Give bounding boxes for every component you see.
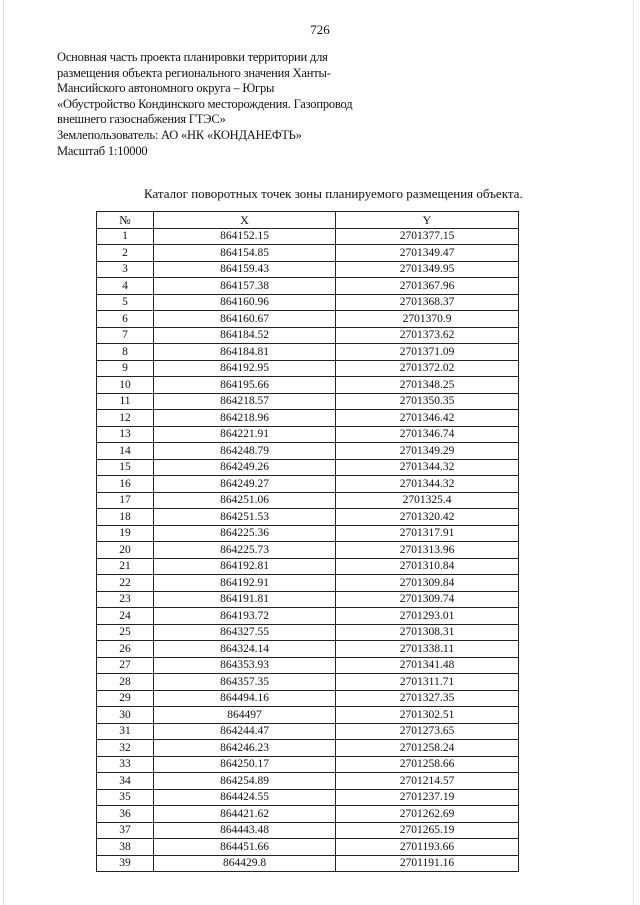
cell-y: 2701346.74 [336, 426, 519, 443]
cell-y: 2701348.25 [336, 377, 519, 394]
header-line-project: размещения объекта регионального значения Ханты- [57, 65, 331, 80]
cell-x: 864192.95 [154, 360, 336, 377]
header-line-project: «Обустройство Кондинского месторождения. Газопровод [57, 96, 353, 111]
table-row [97, 657, 519, 674]
column-header-number: № [97, 212, 154, 229]
cell-y: 2701311.71 [336, 674, 519, 691]
cell-y: 2701237.19 [336, 789, 519, 806]
table-row [97, 294, 519, 311]
table-row [97, 443, 519, 460]
cell-y: 2701346.42 [336, 410, 519, 427]
cell-x: 864353.93 [154, 657, 336, 674]
table-row [97, 789, 519, 806]
cell-y: 2701350.35 [336, 393, 519, 410]
cell-y: 2701193.66 [336, 839, 519, 856]
cell-number: 21 [97, 558, 154, 575]
cell-y: 2701344.32 [336, 459, 519, 476]
table-row [97, 806, 519, 823]
cell-number: 13 [97, 426, 154, 443]
cell-x: 864429.8 [154, 855, 336, 872]
table-row [97, 278, 519, 295]
cell-y: 2701310.84 [336, 558, 519, 575]
table-row [97, 707, 519, 724]
cell-y: 2701367.96 [336, 278, 519, 295]
table-row [97, 459, 519, 476]
table-row [97, 558, 519, 575]
cell-x: 864184.52 [154, 327, 336, 344]
cell-number: 1 [97, 228, 154, 245]
table-row [97, 311, 519, 328]
table-row [97, 327, 519, 344]
cell-number: 18 [97, 509, 154, 526]
table-body [97, 228, 519, 872]
cell-x: 864357.35 [154, 674, 336, 691]
cell-number: 39 [97, 855, 154, 872]
table-row [97, 855, 519, 872]
catalog-title: Каталог поворотных точек зоны планируемого размещения объекта. [144, 186, 523, 201]
cell-x: 864246.23 [154, 740, 336, 757]
cell-x: 864443.48 [154, 822, 336, 839]
cell-y: 2701341.48 [336, 657, 519, 674]
table-row [97, 542, 519, 559]
cell-number: 5 [97, 294, 154, 311]
cell-x: 864248.79 [154, 443, 336, 460]
cell-x: 864192.81 [154, 558, 336, 575]
table-row [97, 410, 519, 427]
table-row [97, 344, 519, 361]
cell-x: 864195.66 [154, 377, 336, 394]
cell-x: 864218.57 [154, 393, 336, 410]
cell-y: 2701317.91 [336, 525, 519, 542]
cell-number: 34 [97, 773, 154, 790]
cell-y: 2701372.02 [336, 360, 519, 377]
table-row [97, 740, 519, 757]
cell-y: 2701320.42 [336, 509, 519, 526]
cell-number: 12 [97, 410, 154, 427]
cell-y: 2701309.74 [336, 591, 519, 608]
cell-number: 3 [97, 261, 154, 278]
cell-y: 2701327.35 [336, 690, 519, 707]
table-row [97, 393, 519, 410]
cell-x: 864254.89 [154, 773, 336, 790]
cell-x: 864327.55 [154, 624, 336, 641]
cell-number: 7 [97, 327, 154, 344]
cell-x: 864497 [154, 707, 336, 724]
cell-number: 16 [97, 476, 154, 493]
table-row [97, 525, 519, 542]
cell-y: 2701191.16 [336, 855, 519, 872]
scan-edge-left [3, 0, 4, 905]
page-number: 726 [310, 22, 330, 37]
cell-x: 864250.17 [154, 756, 336, 773]
header-line-project: Основная часть проекта планировки территории для [57, 50, 328, 64]
cell-x: 864225.36 [154, 525, 336, 542]
cell-y: 2701338.11 [336, 641, 519, 658]
cell-number: 25 [97, 624, 154, 641]
cell-number: 27 [97, 657, 154, 674]
cell-x: 864184.81 [154, 344, 336, 361]
table-row [97, 261, 519, 278]
cell-y: 2701344.32 [336, 476, 519, 493]
cell-number: 23 [97, 591, 154, 608]
coordinates-table [96, 211, 519, 872]
cell-number: 9 [97, 360, 154, 377]
cell-x: 864160.67 [154, 311, 336, 328]
cell-number: 31 [97, 723, 154, 740]
cell-number: 19 [97, 525, 154, 542]
cell-x: 864193.72 [154, 608, 336, 625]
cell-number: 28 [97, 674, 154, 691]
cell-x: 864324.14 [154, 641, 336, 658]
cell-x: 864244.47 [154, 723, 336, 740]
cell-y: 2701258.66 [336, 756, 519, 773]
cell-number: 2 [97, 245, 154, 262]
cell-number: 38 [97, 839, 154, 856]
cell-number: 15 [97, 459, 154, 476]
table-row [97, 773, 519, 790]
cell-y: 2701368.37 [336, 294, 519, 311]
cell-x: 864157.38 [154, 278, 336, 295]
cell-x: 864225.73 [154, 542, 336, 559]
cell-y: 2701313.96 [336, 542, 519, 559]
cell-y: 2701349.47 [336, 245, 519, 262]
cell-y: 2701349.95 [336, 261, 519, 278]
table-row [97, 674, 519, 691]
table-row [97, 476, 519, 493]
table-row [97, 360, 519, 377]
cell-x: 864451.66 [154, 839, 336, 856]
cell-y: 2701377.15 [336, 228, 519, 245]
cell-y: 2701309.84 [336, 575, 519, 592]
cell-number: 8 [97, 344, 154, 361]
cell-x: 864421.62 [154, 806, 336, 823]
cell-x: 864159.43 [154, 261, 336, 278]
cell-number: 33 [97, 756, 154, 773]
cell-y: 2701325.4 [336, 492, 519, 509]
header-line-scale: Масштаб 1:10000 [57, 143, 148, 158]
cell-y: 2701370.9 [336, 311, 519, 328]
table-row [97, 756, 519, 773]
cell-x: 864154.85 [154, 245, 336, 262]
cell-x: 864191.81 [154, 591, 336, 608]
table-row [97, 575, 519, 592]
cell-number: 22 [97, 575, 154, 592]
scan-edge-right [633, 0, 634, 905]
cell-number: 30 [97, 707, 154, 724]
table-row [97, 426, 519, 443]
table-row [97, 377, 519, 394]
cell-x: 864152.15 [154, 228, 336, 245]
cell-x: 864218.96 [154, 410, 336, 427]
table-row [97, 690, 519, 707]
table-row [97, 641, 519, 658]
cell-number: 17 [97, 492, 154, 509]
cell-number: 6 [97, 311, 154, 328]
header-line-project: внешнего газоснабжения ГТЭС» [57, 112, 226, 127]
column-header-y: Y [336, 212, 519, 229]
cell-x: 864249.26 [154, 459, 336, 476]
cell-x: 864249.27 [154, 476, 336, 493]
cell-x: 864494.16 [154, 690, 336, 707]
table-row [97, 492, 519, 509]
cell-x: 864221.91 [154, 426, 336, 443]
cell-y: 2701262.69 [336, 806, 519, 823]
table-row [97, 608, 519, 625]
cell-y: 2701258.24 [336, 740, 519, 757]
cell-y: 2701302.51 [336, 707, 519, 724]
cell-number: 20 [97, 542, 154, 559]
table-row [97, 723, 519, 740]
table-row [97, 245, 519, 262]
table-row [97, 839, 519, 856]
cell-number: 10 [97, 377, 154, 394]
cell-y: 2701265.19 [336, 822, 519, 839]
cell-number: 37 [97, 822, 154, 839]
cell-number: 35 [97, 789, 154, 806]
document-header [57, 50, 497, 159]
cell-number: 36 [97, 806, 154, 823]
cell-y: 2701273.65 [336, 723, 519, 740]
cell-y: 2701293.01 [336, 608, 519, 625]
cell-x: 864160.96 [154, 294, 336, 311]
cell-number: 26 [97, 641, 154, 658]
table-row [97, 624, 519, 641]
cell-number: 14 [97, 443, 154, 460]
cell-y: 2701308.31 [336, 624, 519, 641]
cell-number: 24 [97, 608, 154, 625]
cell-number: 29 [97, 690, 154, 707]
cell-x: 864251.06 [154, 492, 336, 509]
header-line-land-user: Землепользователь: АО «НК «КОНДАНЕФТЬ» [57, 127, 302, 142]
cell-number: 32 [97, 740, 154, 757]
cell-x: 864424.55 [154, 789, 336, 806]
table-row [97, 591, 519, 608]
cell-y: 2701371.09 [336, 344, 519, 361]
cell-number: 11 [97, 393, 154, 410]
table-row [97, 228, 519, 245]
cell-y: 2701349.29 [336, 443, 519, 460]
column-header-x: X [154, 212, 336, 229]
table-row [97, 509, 519, 526]
cell-y: 2701214.57 [336, 773, 519, 790]
cell-y: 2701373.62 [336, 327, 519, 344]
table-row [97, 822, 519, 839]
cell-x: 864192.91 [154, 575, 336, 592]
cell-number: 4 [97, 278, 154, 295]
header-line-project: Мансийского автономного округа – Югры [57, 81, 275, 96]
table-header-row [97, 212, 519, 229]
cell-x: 864251.53 [154, 509, 336, 526]
